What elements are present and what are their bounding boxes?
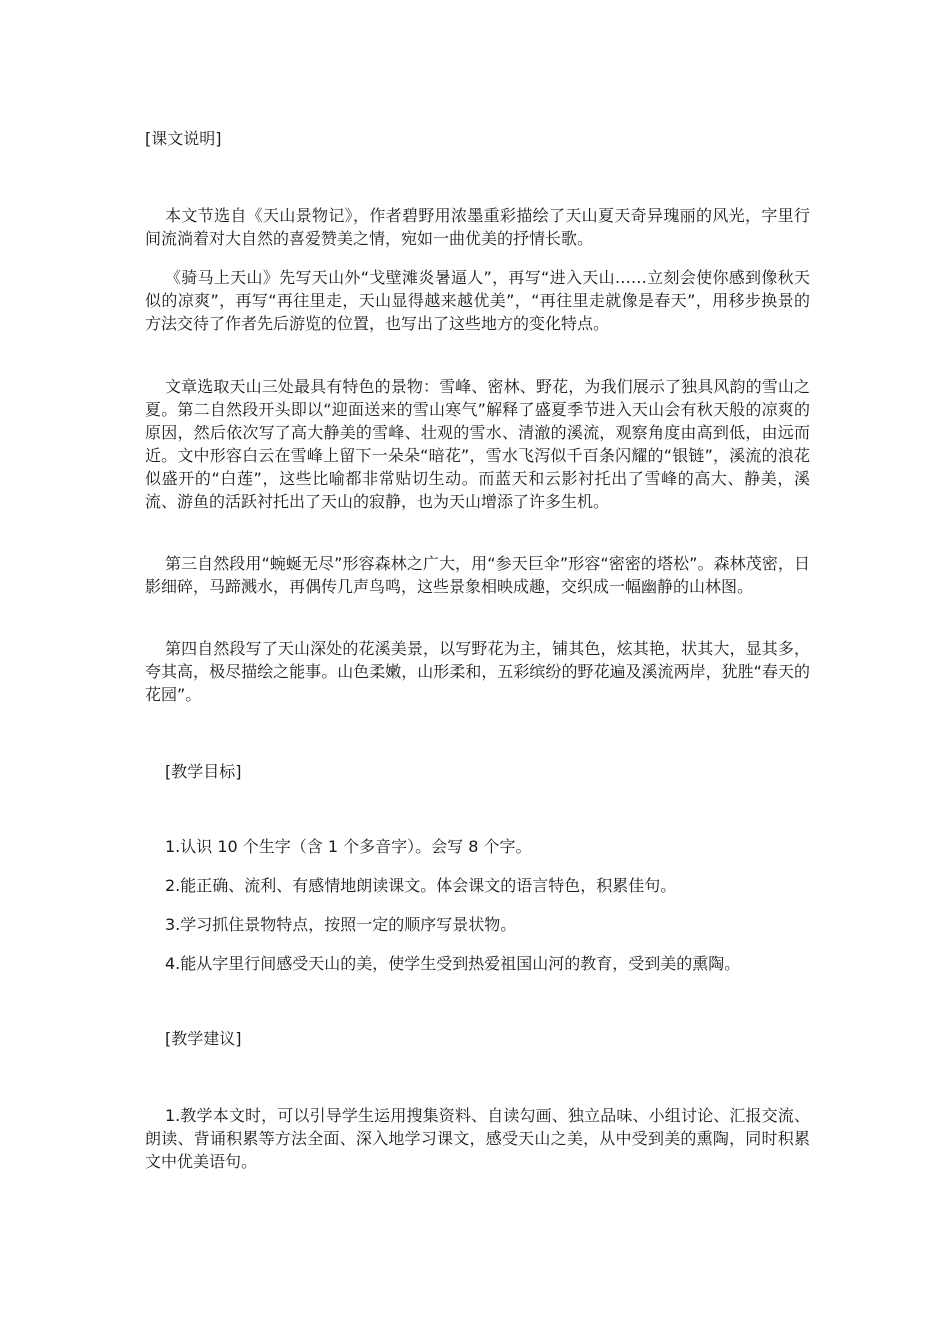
section-heading-explanation: [课文说明] [145,129,222,148]
explanation-paragraph-1: 本文节选自《天山景物记》，作者碧野用浓墨重彩描绘了天山夏天奇异瑰丽的风光，字里行间流淌着对大自然的喜爱赞美之情，宛如一曲优美的抒情长歌。 [145,206,810,248]
goal-item-3: 3.学习抓住景物特点，按照一定的顺序写景状物。 [165,915,517,934]
goal-item-1: 1.认识 10 个生字（含 1 个多音字）。会写 8 个字。 [165,837,532,856]
suggestion-paragraph-1: 1.教学本文时，可以引导学生运用搜集资料、自读勾画、独立品味、小组讨论、汇报交流、朗读、背诵积累等方法全面、深入地学习课文，感受天山之美，从中受到美的熏陶，同时积累文中优美语句。 [145,1106,810,1171]
explanation-paragraph-5: 第四自然段写了天山深处的花溪美景，以写野花为主，铺其色，炫其艳，状其大，显其多，夸其高，极尽描绘之能事。山色柔嫩，山形柔和，五彩缤纷的野花遍及溪流两岸，犹胜“春天的花园”。 [145,639,810,704]
explanation-paragraph-4: 第三自然段用“蜿蜒无尽”形容森林之广大，用“参天巨伞”形容“密密的塔松”。森林茂密，日影细碎，马蹄溅水，再偶传几声鸟鸣，这些景象相映成趣，交织成一幅幽静的山林图。 [145,554,810,596]
section-heading-goals: [教学目标] [165,762,242,781]
goal-item-2: 2.能正确、流利、有感情地朗读课文。体会课文的语言特色，积累佳句。 [165,876,677,895]
goal-item-4: 4.能从字里行间感受天山的美，使学生受到热爱祖国山河的教育，受到美的熏陶。 [165,954,741,973]
explanation-paragraph-3: 文章选取天山三处最具有特色的景物：雪峰、密林、野花，为我们展示了独具风韵的雪山之夏。第二自然段开头即以“迎面送来的雪山寒气”解释了盛夏季节进入天山会有秋天般的凉爽的原因，然后依次写了高大静美的雪峰、壮观的雪水、清澈的溪流，观察角度由高到低，由远而近。文中形容白云在雪峰上留下一朵朵“暗花”，雪水飞泻似千百条闪耀的“银链”，溪流的浪花似盛开的“白莲”，这些比喻都非常贴切生动。而蓝天和云影衬托出了雪峰的高大、静美，溪流、游鱼的活跃衬托出了天山的寂静，也为天山增添了许多生机。 [145,377,810,511]
section-heading-suggestions: [教学建议] [165,1029,242,1048]
explanation-paragraph-2: 《骑马上天山》先写天山外“戈壁滩炎暑逼人”，再写“进入天山……立刻会使你感到像秋天似的凉爽”，再写“再往里走，天山显得越来越优美”，“再往里走就像是春天”，用移步换景的方法交待了作者先后游览的位置，也写出了这些地方的变化特点。 [145,268,810,333]
